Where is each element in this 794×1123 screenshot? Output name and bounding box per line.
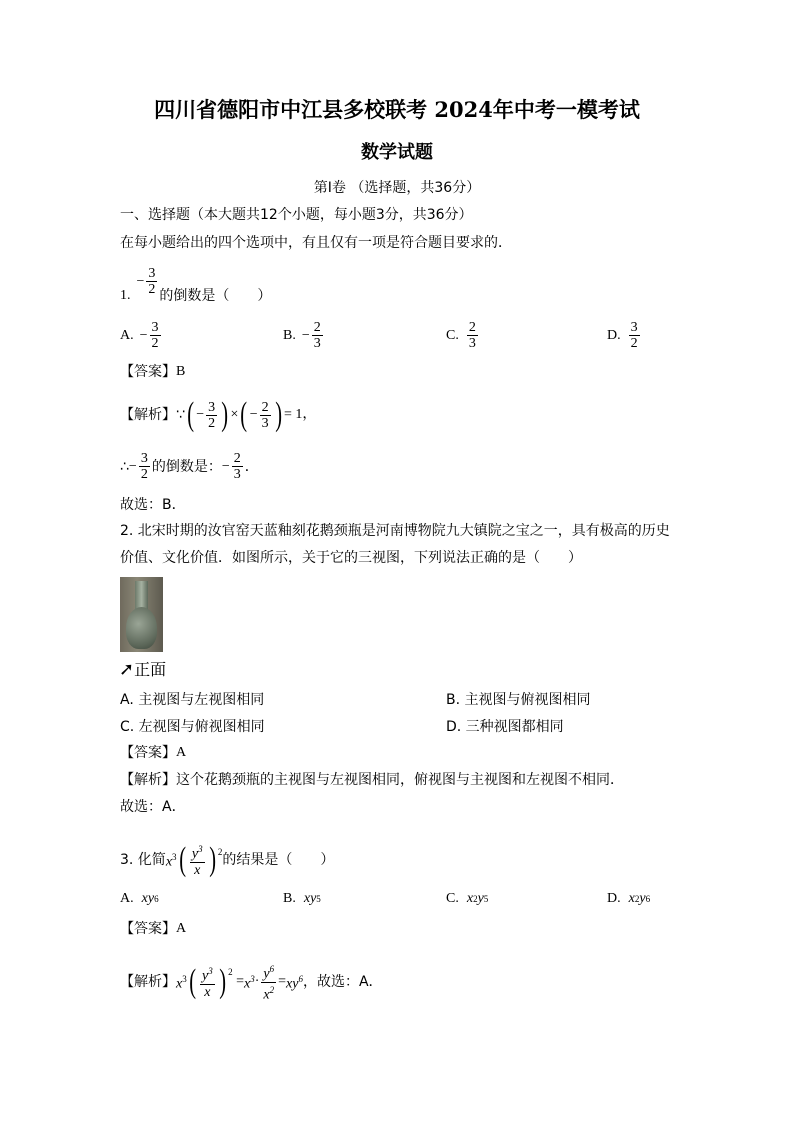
q3-option-a: A. x y 6	[120, 891, 159, 906]
q3-analysis: 【解析】 $x^3$ ( $\frac{y^3}{x}$ ) $^2$ = $x^3$ · $\frac{y^6}{x^2}$ = $xy^6$ ，故选：A．	[120, 963, 383, 1003]
q2-line1: 2. 北宋时期的汝官窑天蓝釉刻花鹅颈瓶是河南博物院九大镇院之宝之一，具有极高的历史	[120, 523, 670, 539]
q3-option-b: B. x y 5	[283, 891, 321, 906]
front-label: ➚ 正面	[119, 659, 167, 680]
q2-option-c: C. 左视图与俯视图相同	[120, 719, 265, 735]
q1-analysis: 【解析】 ∵ ( − $\frac{3}{2}$ ) × ( − $\frac{2}{3}$ ) = 1，	[120, 396, 317, 433]
q2-option-d: D. 三种视图都相同	[446, 719, 564, 735]
q1-stem: 1. − $\frac{3}{2}$ 的倒数是（ ）	[120, 266, 272, 304]
q1-choose: 故选：B．	[120, 497, 186, 513]
q2-option-b: B. 主视图与俯视图相同	[446, 692, 591, 708]
section-heading: 一、选择题（本大题共12个小题，每小题3分，共36分）	[120, 207, 473, 223]
q1-option-c: C. $\frac{2}{3}$	[446, 320, 476, 351]
q1-option-a: A. − $\frac{3}{2}$	[120, 320, 159, 351]
q2-option-a: A. 主视图与左视图相同	[120, 692, 265, 708]
doc-subtitle: 数学试题	[361, 142, 433, 163]
q1-answer: 【答案】 B	[120, 364, 186, 380]
doc-title: 四川省德阳市中江县多校联考 2024年中考一模考试	[154, 97, 640, 122]
vase-image	[120, 577, 163, 652]
q2-choose: 故选：A．	[120, 799, 186, 815]
q2-line2: 价值、文化价值．如图所示，关于它的三视图，下列说法正确的是（ ）	[120, 550, 582, 566]
q3-option-c: C. x 2 y 5	[446, 891, 489, 906]
arrow-icon: ➚	[119, 659, 135, 680]
q1-therefore: ∴ − $\frac{3}{2}$ 的倒数是： − $\frac{2}{3}$ ．	[120, 451, 259, 482]
q3-stem: 3. 化简 $x^3$ ( $\frac{y^3}{x}$ ) $^2$ 的结果是（ ）	[120, 840, 335, 878]
q1-option-d: D. $\frac{3}{2}$	[607, 320, 638, 351]
q3-option-d: D. x 2 y 6	[607, 891, 651, 906]
volume-heading: 第Ⅰ卷 （选择题，共36分）	[313, 180, 481, 196]
q2-answer: 【答案】 A	[120, 745, 187, 761]
instruction: 在每小题给出的四个选项中，有且仅有一项是符合题目要求的．	[120, 235, 512, 251]
q1-option-b: B. − $\frac{2}{3}$	[283, 320, 321, 351]
q3-answer: 【答案】 A	[120, 921, 187, 937]
q2-analysis: 【解析】 这个花鹅颈瓶的主视图与左视图相同，俯视图与主视图和左视图不相同．	[120, 772, 624, 788]
fraction: $\frac{3}{2}$	[148, 266, 156, 297]
